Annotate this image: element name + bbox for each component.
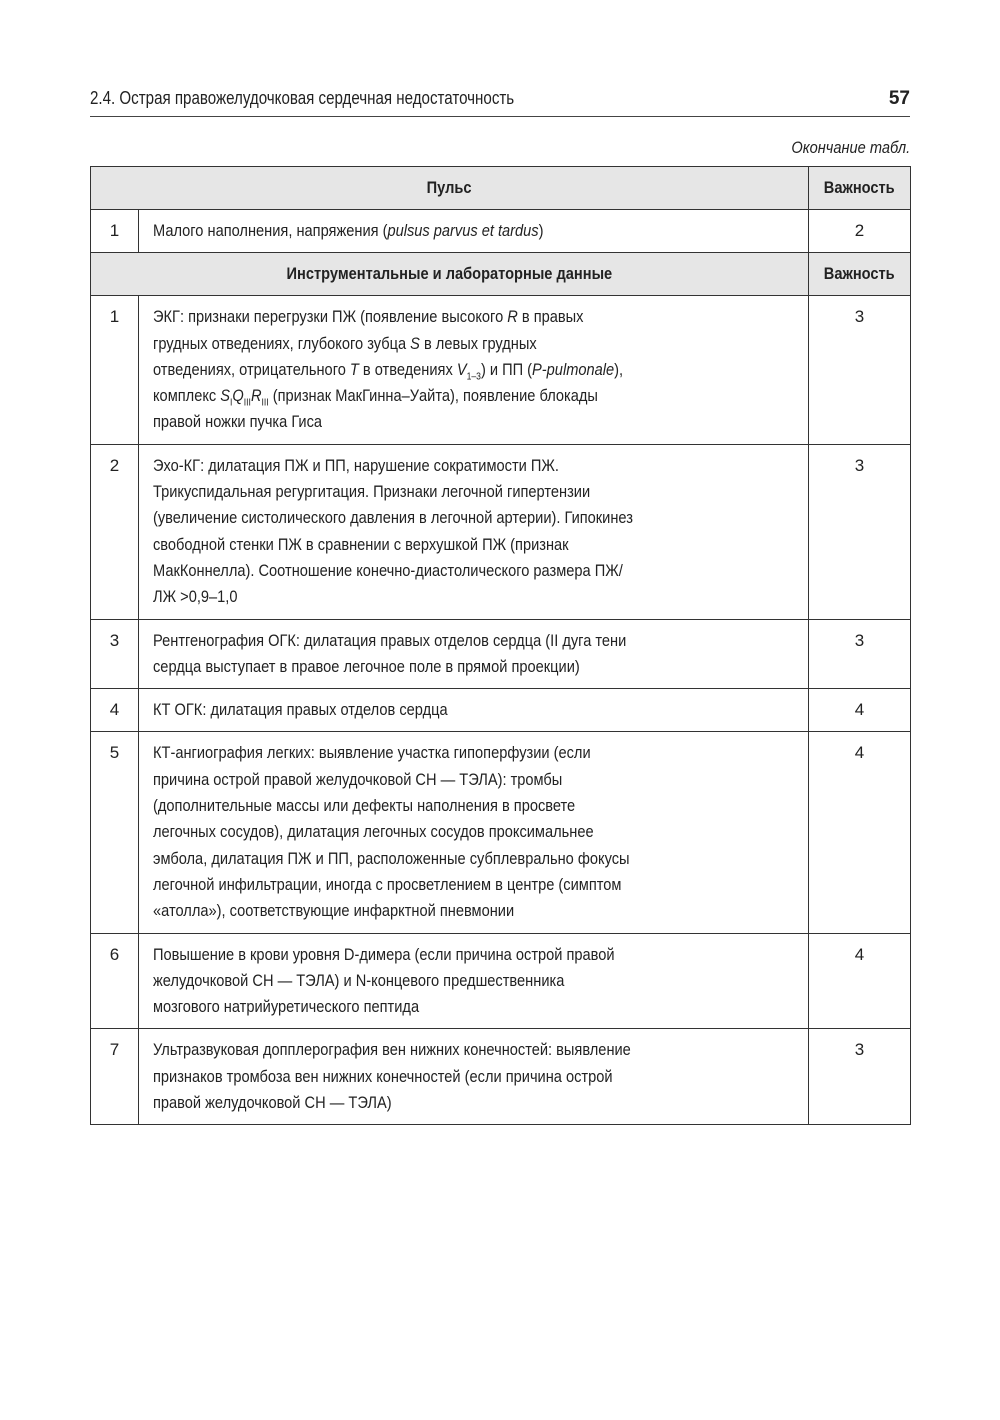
text-line (153, 1090, 716, 1116)
table-row (91, 296, 911, 444)
subscript: I (230, 397, 233, 409)
text-segment: Эхо-КГ: дилатация ПЖ и ПП, нарушение сократимости ПЖ. (153, 455, 559, 475)
criteria-table (90, 166, 911, 1125)
text-line (153, 453, 716, 479)
text-line (153, 767, 716, 793)
importance-header: Важность (824, 177, 895, 197)
text-segment: признаков тромбоза вен нижних конечностей (если причина острой (153, 1066, 613, 1086)
row-description (139, 933, 809, 1029)
text-segment: сердца выступает в правое легочное поле в прямой проекции) (153, 656, 580, 676)
text-segment: легочных сосудов), дилатация легочных сосудов проксимальнее (153, 822, 594, 842)
italic-text: S (410, 333, 420, 353)
italic-text: R (507, 307, 518, 327)
row-number: 6 (91, 933, 139, 1029)
text-segment: эмбола, дилатация ПЖ и ПП, расположенные субплеврально фокусы (153, 848, 630, 868)
text-line (153, 846, 716, 872)
row-description (139, 619, 809, 689)
importance-header-cell (809, 167, 911, 210)
italic-text: S (220, 386, 231, 406)
text-segment: (дополнительные массы или дефекты наполнения в просвете (153, 796, 576, 816)
text-segment: в отведениях (358, 359, 457, 379)
text-segment: легочной инфильтрации, иногда с просветлением в центре (симптом (153, 874, 622, 894)
italic-text: R (250, 386, 262, 406)
table-row (91, 444, 911, 619)
running-title: 2.4. Острая правожелудочковая сердечная недостаточность (90, 88, 515, 108)
importance-value: 3 (809, 444, 911, 619)
header-divider (90, 116, 910, 117)
text-line (153, 558, 716, 584)
table-row (91, 933, 911, 1029)
text-segment: причина острой правой желудочковой СН — ТЭЛА): тромбы (153, 769, 563, 789)
text-segment: ЭКГ: признаки перегрузки ПЖ (появление высокого (153, 307, 508, 327)
section-title-cell (91, 253, 809, 296)
row-description (139, 296, 809, 444)
text-segment: ) и ПП ( (480, 359, 533, 379)
row-number: 1 (91, 296, 139, 444)
row-description (139, 444, 809, 619)
text-segment: мозгового натрийуретического пептида (153, 997, 420, 1017)
text-segment: Ультразвуковая допплерография вен нижних конечностей: выявление (153, 1040, 631, 1060)
section-header-row (91, 253, 911, 296)
text-segment: правой желудочковой СН — ТЭЛА) (153, 1093, 392, 1113)
importance-value: 4 (809, 689, 911, 732)
section-title: Пульс (427, 177, 472, 197)
text-segment: КТ ОГК: дилатация правых отделов сердца (153, 700, 448, 720)
subscript: III (261, 397, 269, 409)
table-continuation-label: Окончание табл. (791, 138, 910, 157)
text-segment: (увеличение систолического давления в легочной артерии). Гипокинез (153, 508, 633, 528)
table-row (91, 689, 911, 732)
text-line (153, 505, 716, 531)
text-line (153, 383, 716, 409)
text-segment: комплекс (153, 386, 221, 406)
row-number: 5 (91, 732, 139, 933)
text-segment: отведениях, отрицательного (153, 359, 350, 379)
row-number: 1 (91, 210, 139, 253)
importance-value: 3 (809, 1029, 911, 1125)
importance-header: Важность (824, 264, 895, 284)
text-line (153, 697, 716, 723)
text-line (153, 584, 716, 610)
text-line (153, 218, 716, 244)
section-header-row (91, 167, 911, 210)
subscript: 1–3 (466, 371, 481, 383)
row-description (139, 689, 809, 732)
row-description (139, 1029, 809, 1125)
text-segment: «атолла»), соответствующие инфарктной пневмонии (153, 901, 515, 921)
page-number: 57 (888, 88, 910, 109)
text-segment: ) (538, 221, 544, 240)
text-segment: ЛЖ >0,9–1,0 (153, 587, 238, 607)
text-segment: в левых грудных (419, 333, 537, 353)
table-row (91, 619, 911, 689)
row-number: 7 (91, 1029, 139, 1125)
text-line (153, 740, 716, 766)
text-segment: грудных отведениях, глубокого зубца (153, 333, 411, 353)
importance-value: 3 (809, 619, 911, 689)
text-segment: в правых (517, 307, 584, 327)
table-row (91, 210, 911, 253)
text-line (153, 628, 716, 654)
section-title: Инструментальные и лабораторные данные (286, 264, 613, 284)
text-line (153, 968, 716, 994)
row-number: 2 (91, 444, 139, 619)
text-line (153, 793, 716, 819)
text-segment: правой ножки пучка Гиса (153, 412, 323, 432)
importance-value: 4 (809, 933, 911, 1029)
row-description (139, 210, 809, 253)
italic-text: V (456, 359, 467, 379)
text-line (153, 331, 716, 357)
text-line (153, 409, 716, 435)
text-segment: желудочковой СН — ТЭЛА) и N-концевого предшественника (153, 970, 565, 990)
italic-text: P-pulmonale (532, 359, 615, 379)
text-line (153, 994, 716, 1020)
importance-value: 3 (809, 296, 911, 444)
text-line (153, 872, 716, 898)
importance-header-cell (809, 253, 911, 296)
italic-text: Q (232, 386, 244, 406)
row-description (139, 732, 809, 933)
text-segment: свободной стенки ПЖ в сравнении с верхушкой ПЖ (признак (153, 534, 569, 554)
text-line (153, 357, 716, 383)
text-line (153, 1064, 716, 1090)
table-row (91, 1029, 911, 1125)
row-number: 4 (91, 689, 139, 732)
text-segment: Трикуспидальная регургитация. Признаки легочной гипертензии (153, 482, 591, 502)
table-row (91, 732, 911, 933)
text-line (153, 942, 716, 968)
text-segment: МакКоннелла). Соотношение конечно-диастолического размера ПЖ/ (153, 560, 623, 580)
text-line (153, 532, 716, 558)
text-line (153, 819, 716, 845)
subscript: III (243, 397, 251, 409)
text-line (153, 898, 716, 924)
row-number: 3 (91, 619, 139, 689)
text-line (153, 479, 716, 505)
text-line (153, 654, 716, 680)
text-segment: Повышение в крови уровня D-димера (если причина острой правой (153, 944, 615, 964)
text-line (153, 304, 716, 330)
importance-value: 4 (809, 732, 911, 933)
section-title-cell (91, 167, 809, 210)
text-segment: КТ-ангиография легких: выявление участка гипоперфузии (если (153, 743, 591, 763)
importance-value: 2 (809, 210, 911, 253)
text-segment: ), (614, 359, 624, 379)
text-line (153, 1037, 716, 1063)
italic-text: pulsus parvus et tardus (387, 221, 539, 240)
text-segment: Малого наполнения, напряжения ( (153, 221, 388, 240)
italic-text: T (349, 359, 359, 379)
text-segment: (признак МакГинна–Уайта), появление блокады (268, 386, 598, 406)
text-segment: Рентгенография ОГК: дилатация правых отделов сердца (II дуга тени (153, 630, 627, 650)
